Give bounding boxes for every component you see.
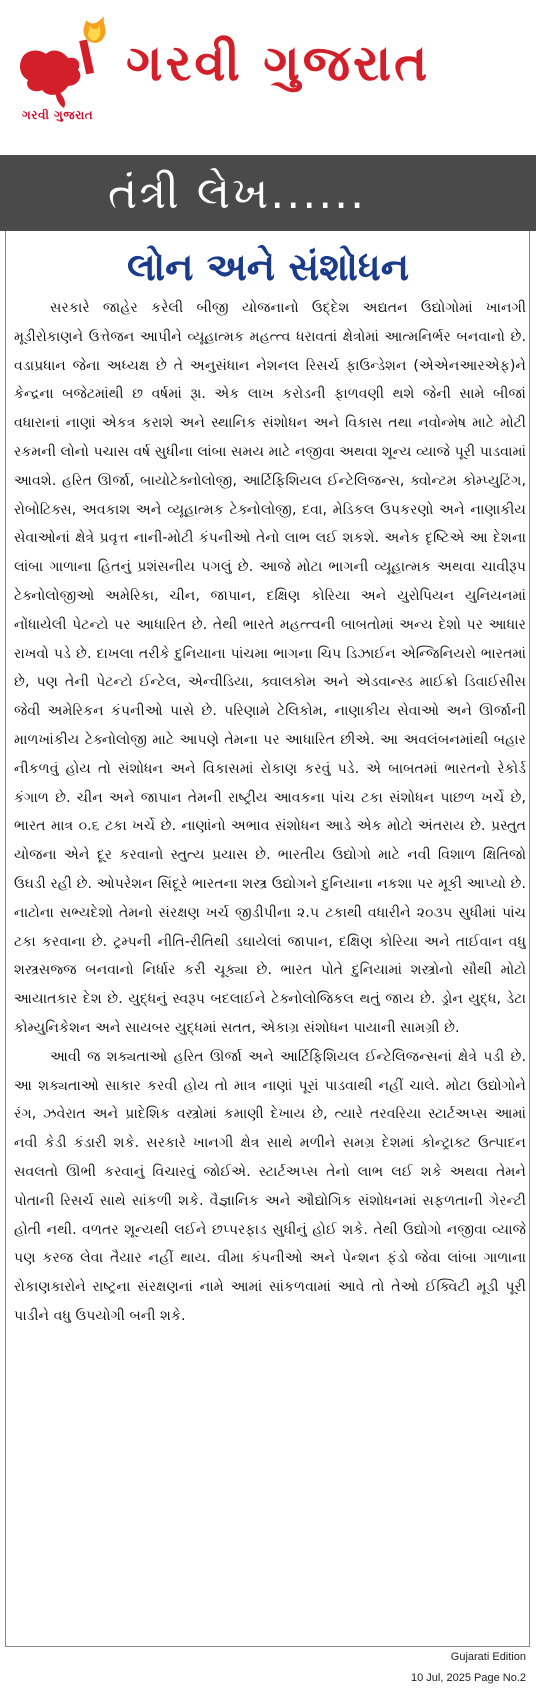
edition-label: Gujarati Edition (450, 1651, 526, 1663)
newspaper-title: ગરવી ગુજરાત (126, 34, 431, 92)
article-body (14, 294, 526, 1634)
section-title: તંત્રી લેખ...... (108, 168, 367, 219)
masthead (0, 0, 536, 150)
logo-caption: ગરવી ગુજરાત (22, 108, 94, 122)
article-headline: લોન અને સંશોધન (126, 244, 410, 289)
date-page-label: 10 Jul, 2025 Page No.2 (411, 1672, 526, 1684)
article-paragraph: સરકારે જાહેર કરેલી બીજી યોજનાનો ઉદ્દેશ અદ્યતન ઉદ્યોગોમાં ખાનગી મૂડીરોકાણને ઉત્તેજન આપીને વ્યૂહાત્મક મહત્ત્વ ધરાવતાં ક્ષેત્રોમાં આત્મનિર્ભર બનવાનો છે. વડાપ્રધાન જેના અધ્યક્ષ છે તે અનુસંધાન નેશનલ રિસર્ચ ફાઉન્ડેશન (એએનઆરએફ)ને કેન્દ્રના બજેટમાંથી છ વર્ષમાં રૂા. એક લાખ કરોડની ફાળવણી થશે જેની સામે બીજાં વધારાનાં નાણાં એકત્ર કરાશે અને સ્થાનિક સંશોધન અને વિકાસ તથા નવોન્મેષ માટે મોટી રકમની લોનો પચાસ વર્ષ સુધીના લાંબા સમય માટે નજીવા અથવા શૂન્ય વ્યાજે પૂરી પાડવામાં આવશે. હરિત ઊર્જા, બાયોટેક્નોલોજી, આર્ટિફિશિયલ ઈન્ટેલિજન્સ, ક્વોન્ટમ કોમ્પ્યુટિંગ, રોબોટિક્સ, અવકાશ અને વ્યૂહાત્મક ટેક્નોલોજી, દવા, મેડિકલ ઉપકરણો અને નાણાકીય સેવાઓનાં ક્ષેત્રે પ્રવૃત્ત નાની-મોટી કંપનીઓ તેનો લાભ લઈ શકશે. અનેક દૃષ્ટિએ આ દેશના લાંબા ગાળાના હિતનું પ્રશંસનીય પગલું છે. આજે મોટા ભાગની વ્યૂહાત્મક અથવા ચાવીરૂપ ટેક્નોલોજીઓ અમેરિકા, ચીન, જાપાન, દક્ષિણ કોરિયા અને યુરોપિયન યુનિયનમાં નોંધાયેલી પેટન્ટો પર આધારિત છે. તેથી ભારતે મહત્ત્વની બાબતોમાં અન્ય દેશો પર આધાર રાખવો પડે છે. દાખલા તરીકે દુનિયાના પાંચમા ભાગના ચિપ ડિઝાઈન એન્જિનિયરો ભારતમાં છે, પણ તેની પેટન્ટો ઈન્ટેલ, એન્વીડિયા, ક્વાલકોમ અને એડવાન્સ્ડ માઈક્રો ડિવાઈસીસ જેવી અમેરિકન કંપનીઓ પાસે છે. પરિણામે ટેલિકોમ, નાણાકીય સેવાઓ અને ઊર્જાની માળખાંકીય ટેક્નોલોજી માટે આપણે તેમના પર આધારિત છીએ. આ અવલંબનમાંથી બહાર નીકળવું હોય તો સંશોધન અને વિકાસમાં રોકાણ કરવું પડે. એ બાબતમાં ભારતનો રેકોર્ડ કંગાળ છે. ચીન અને જાપાન તેમની રાષ્ટ્રીય આવકના પાંચ ટકા સંશોધન પાછળ ખર્ચે છે, ભારત માત્ર ૦.૬ ટકા ખર્ચે છે. નાણાંનો અભાવ સંશોધન આડે એક મોટો અંતરાય છે. પ્રસ્તુત યોજના એને દૂર કરવાનો સ્તુત્ય પ્રયાસ છે. ભારતીય ઉદ્યોગો માટે નવી વિશાળ ક્ષિતિજો ઉઘડી રહી છે. ઓપરેશન સિંદૂરે ભારતના શસ્ત્ર ઉદ્યોગને દુનિયાના નકશા પર મૂકી આપ્યો છે. નાટોના સભ્યદેશો તેમનો સંરક્ષણ ખર્ચ જીડીપીના ૨.૫ ટકાથી વધારીને ૨૦૩૫ સુધીમાં પાંચ ટકા કરવાના છે. ટ્રમ્પની નીતિ-રીતિથી ડઘાયેલાં જાપાન, દક્ષિણ કોરિયા અને તાઈવાન વધુ શસ્ત્રસજ્જ બનવાનો નિર્ધાર કરી ચૂક્યા છે. ભારત પોતે દુનિયામાં શસ્ત્રોનો સૌથી મોટો આયાતકાર દેશ છે. યુદ્ધનું સ્વરૂપ બદલાઈને ટેક્નોલોજિકલ થતું જાય છે. ડ્રોન યુદ્ધ, ડેટા કોમ્યુનિકેશન અને સાયબર યુદ્ધમાં સતત, એકાગ્ર સંશોધન પાયાની સામગ્રી છે. (14, 300, 526, 1036)
gujarat-map-torch-icon (16, 14, 116, 114)
article-paragraph: આવી જ શક્યતાઓ હરિત ઊર્જા અને આર્ટિફિશિયલ ઈન્ટેલિજન્સનાં ક્ષેત્રે પડી છે. આ શક્યતાઓ સાકાર કરવી હોય તો માત્ર નાણાં પૂરાં પાડવાથી નહીં ચાલે. મોટા ઉદ્યોગોને રંગ, ઝવેરાત અને પ્રાદેશિક વસ્ત્રોમાં કમાણી દેખાય છે, ત્યારે તરવરિયા સ્ટાર્ટઅપ્સ આમાં નવી કેડી કંડારી શકે. સરકારે ખાનગી ક્ષેત્ર સાથે મળીને સમગ્ર દેશમાં કોન્ટ્રાક્ટ ઉત્પાદન સવલતો ઊભી કરવાનું વિચારવું જોઈએ. સ્ટાર્ટઅપ્સ તેનો લાભ લઈ શકે અથવા તેમને પોતાની રિસર્ચ સાથે સાંકળી શકે. વૈજ્ઞાનિક અને ઔદ્યોગિક સંશોધનમાં સફળતાની ગેરન્ટી હોતી નથી. વળતર શૂન્યથી લઈને છપ્પરફાડ સુધીનું હોઈ શકે. તેથી ઉદ્યોગો નજીવા વ્યાજે પણ કરજ લેવા તૈયાર નહીં થાય. વીમા કંપનીઓ અને પેન્શન ફંડો જેવા લાંબા ગાળાના રોકાણકારોને રાષ્ટ્રના સંરક્ષણનાં નામે આમાં સાંકળવામાં આવે તો તેઓ ઈક્વિટી મૂડી પૂરી પાડીને વધુ ઉપયોગી બની શકે. (14, 1048, 526, 1324)
